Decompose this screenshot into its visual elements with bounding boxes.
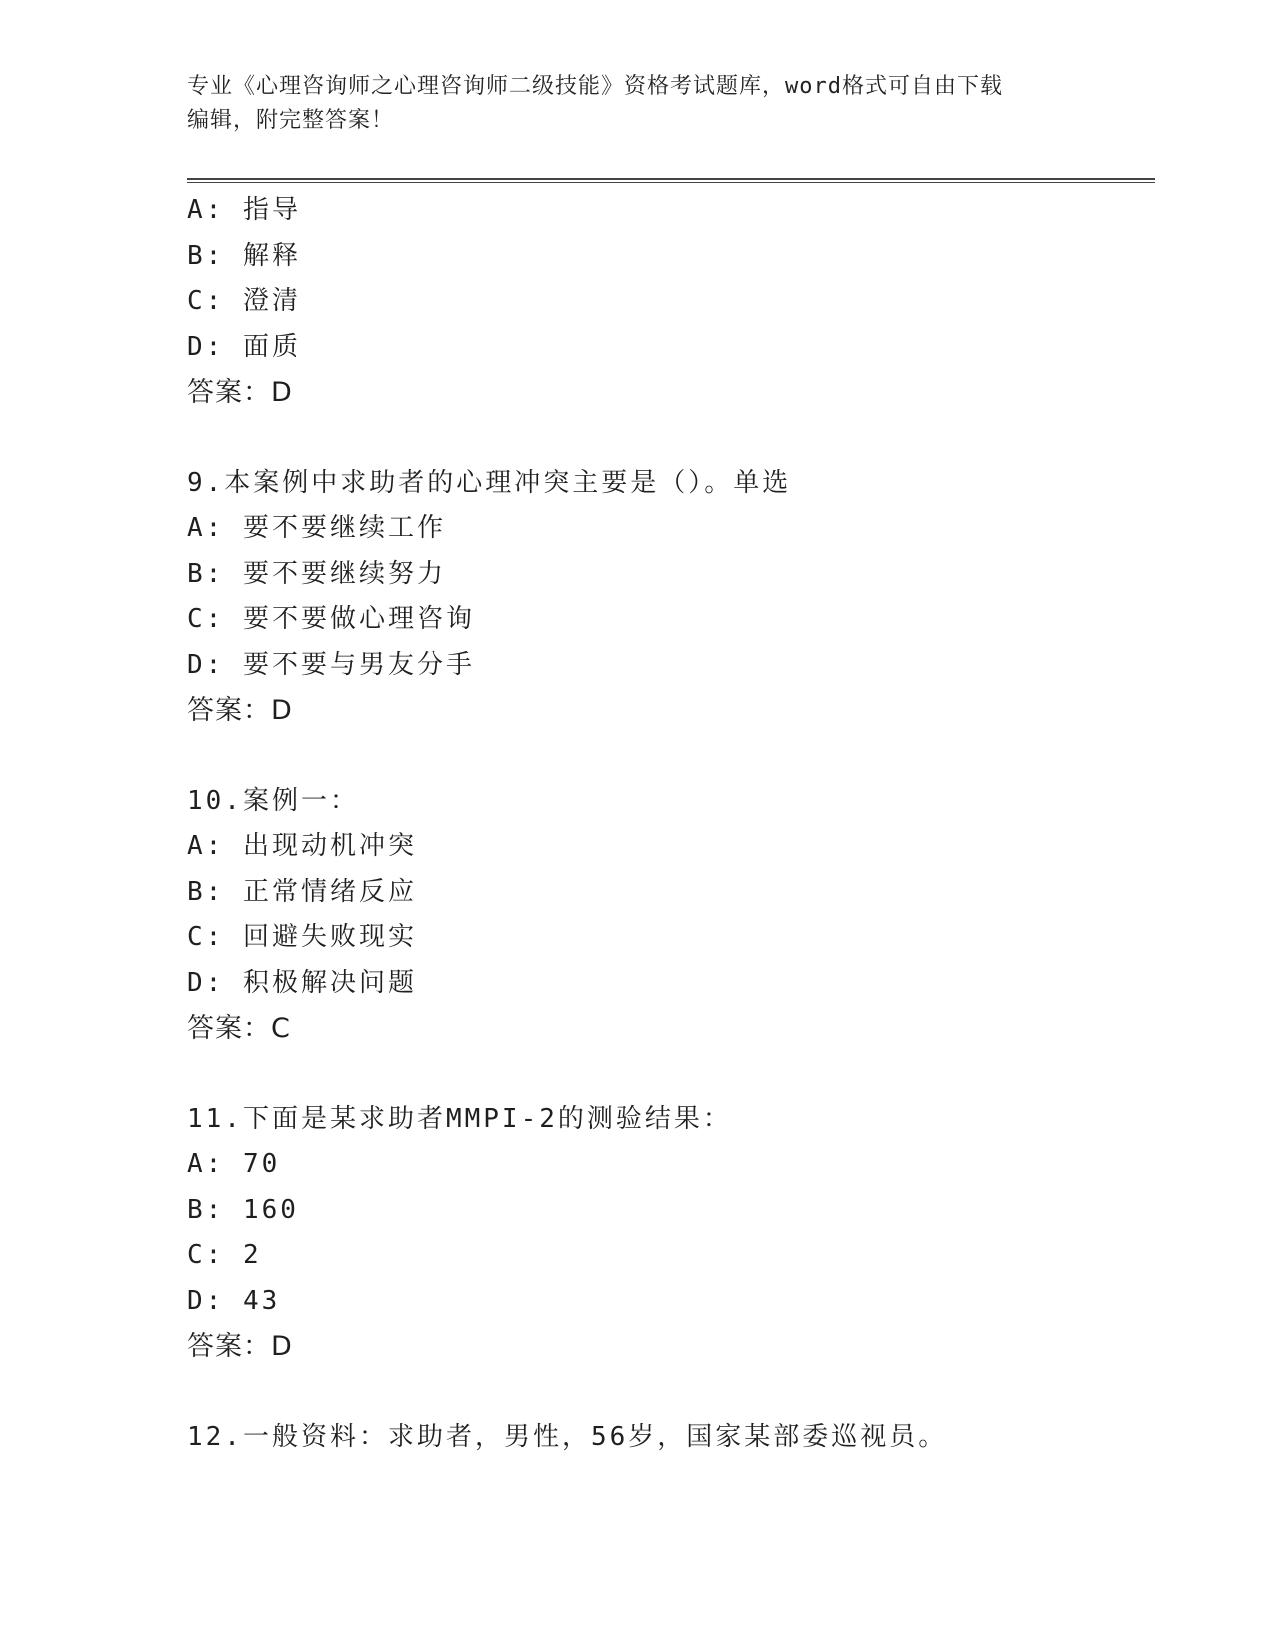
option-b: B: 正常情绪反应 [187, 876, 417, 907]
document-header [187, 70, 1087, 138]
question-list [187, 188, 1155, 1460]
answer-line: 答案：D [187, 695, 293, 726]
option-d: D: 要不要与男友分手 [187, 649, 475, 680]
option-b: B: 解释 [187, 240, 301, 271]
question-text: 9.本案例中求助者的心理冲突主要是（）。单选 [187, 467, 792, 498]
question-block [187, 188, 1155, 416]
answer-line: 答案：C [187, 1013, 291, 1044]
question-text: 10.案例一： [187, 785, 359, 816]
option-c: C: 2 [187, 1240, 262, 1270]
question-block [187, 1097, 1155, 1370]
option-c: C: 回避失败现实 [187, 922, 417, 952]
option-c: C: 澄清 [187, 286, 301, 316]
option-a: A: 要不要继续工作 [187, 513, 446, 543]
header-divider [187, 178, 1155, 183]
header-line-1: 专业《心理咨询师之心理咨询师二级技能》资格考试题库，word格式可自由下载 [187, 74, 1003, 99]
option-d: D: 面质 [187, 331, 301, 362]
option-b: B: 160 [187, 1194, 299, 1225]
option-d: D: 43 [187, 1285, 281, 1316]
option-a: A: 70 [187, 1149, 281, 1179]
option-a: A: 出现动机冲突 [187, 831, 417, 861]
option-d: D: 积极解决问题 [187, 967, 417, 998]
question-block [187, 461, 1155, 734]
option-b: B: 要不要继续努力 [187, 558, 446, 589]
option-c: C: 要不要做心理咨询 [187, 604, 475, 634]
question-block [187, 779, 1155, 1052]
answer-line: 答案：D [187, 1331, 293, 1362]
question-block [187, 1415, 1155, 1461]
header-line-2: 编辑，附完整答案！ [187, 108, 395, 133]
question-text: 12.一般资料：求助者，男性，56岁，国家某部委巡视员。 [187, 1421, 948, 1452]
answer-line: 答案：D [187, 377, 293, 408]
question-text: 11.下面是某求助者MMPI-2的测验结果： [187, 1103, 732, 1134]
option-a: A: 指导 [187, 195, 301, 225]
